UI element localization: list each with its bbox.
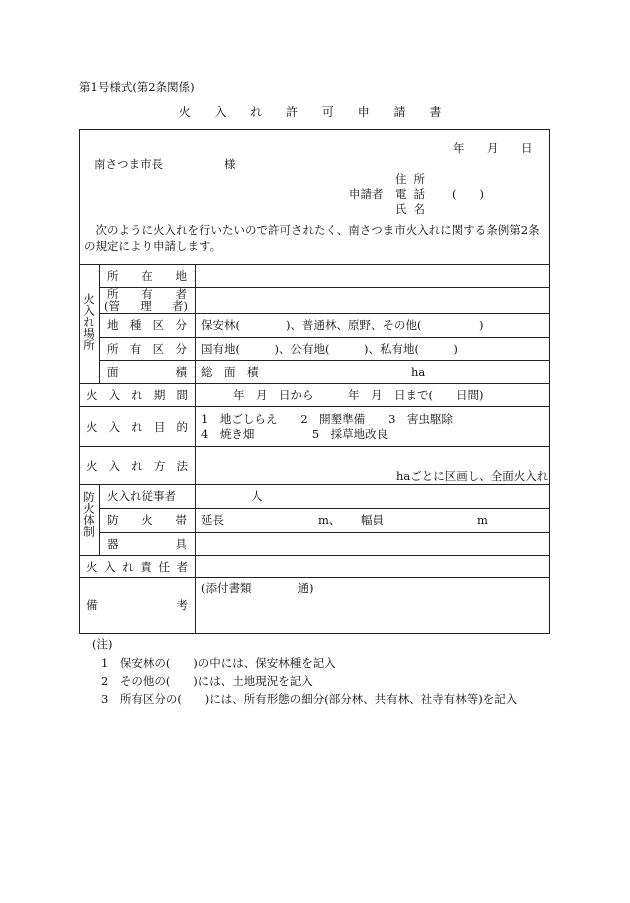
rule-place-2 [99,313,550,314]
recipient-name: 南さつま市長 [94,157,163,171]
manager-sub-label: (管 理 者) [104,299,188,313]
applicant-phone-paren: ( ) [452,187,484,201]
remarks-label: 備 考 [86,598,188,612]
place-group-label: 火入れ場所 [82,293,96,351]
purpose-options-line2: 4 焼き畑 5 採草地改良 [201,427,389,441]
document-title: 火 入 れ 許 可 申 請 書 [178,105,452,119]
location-label: 所 在 地 [107,269,187,283]
firebreak-width-label: 幅員 [361,513,384,527]
method-value: haごとに区画し、全面火入れ [396,469,549,483]
rule-label-column [195,264,196,634]
rule-purpose-bottom [79,446,550,447]
applicant-name-label: 氏 名 [395,202,425,216]
land-type-label: 地 種 区 分 [107,318,187,332]
rule-fire-2 [99,532,550,533]
land-type-value: 保安林( )、普通林、原野、その他( ) [201,318,484,332]
rule-place-3 [99,337,550,338]
attachments-note: (添付書類 通) [201,581,314,595]
applicant-address-label: 住 所 [395,172,425,186]
date-day-label: 日 [521,141,533,155]
owner-label: 所 有 者 [107,287,187,301]
period-label: 火 入 れ 期 間 [86,388,188,402]
firebreak-length-unit: m、 [318,513,341,527]
recipient-honorific: 様 [224,157,236,171]
rule-place-group-divider [99,264,100,383]
rule-period-bottom [79,406,550,407]
date-year-label: 年 [453,141,465,155]
note-item-3: 3 所有区分の( )には、所有形態の細分(部分林、共有林、社寺有林等)を記入 [101,692,518,706]
rule-place-bottom [79,383,550,384]
date-month-label: 月 [487,141,499,155]
application-statement: 次のように火入れを行いたいので許可されたく、南さつま市火入れに関する条例第2条の規定により申請します。 [84,223,540,253]
note-item-1: 1 保安林の( )の中には、保安林種を記入 [101,656,336,670]
fire-manager-label: 火 入 れ 責 任 者 [86,560,188,574]
area-unit: ha [411,365,426,379]
ownership-type-label: 所 有 区 分 [107,342,187,356]
rule-fire-group-divider [99,484,100,555]
method-label: 火 入 れ 方 法 [86,459,188,473]
fire-prevention-group-label: 防火体制 [82,491,96,537]
applicant-label: 申請者 [349,187,384,201]
firebreak-length-label: 延長 [201,513,224,527]
total-area-label: 総 面 積 [201,365,259,379]
purpose-options-line1: 1 地ごしらえ 2 開墾準備 3 害虫駆除 [201,412,453,426]
firebreak-width-unit: m [477,513,488,527]
workers-label: 火入れ従事者 [107,489,176,503]
rule-method-bottom [79,484,550,485]
workers-unit: 人 [251,489,263,503]
rule-place-4 [99,360,550,361]
period-value: 年 月 日から 年 月 日まで( 日間) [233,388,484,402]
equipment-label: 器 具 [107,537,187,551]
note-item-2: 2 その他の( )には、土地現況を記入 [101,674,313,688]
application-form-table [79,129,550,634]
rule-fire-bottom [79,555,550,556]
firebreak-label: 防 火 帯 [107,513,187,527]
purpose-label: 火 入 れ 目 的 [86,420,188,434]
rule-manager-bottom [79,577,550,578]
rule-header-bottom [79,264,550,265]
applicant-phone-label: 電 話 [395,187,425,201]
rule-fire-1 [99,508,550,509]
notes-heading: (注) [92,637,113,651]
area-label: 面 積 [107,365,187,379]
form-number-label: 第1号様式(第2条関係) [79,80,195,94]
ownership-type-value: 国有地( )、公有地( )、私有地( ) [201,342,458,356]
